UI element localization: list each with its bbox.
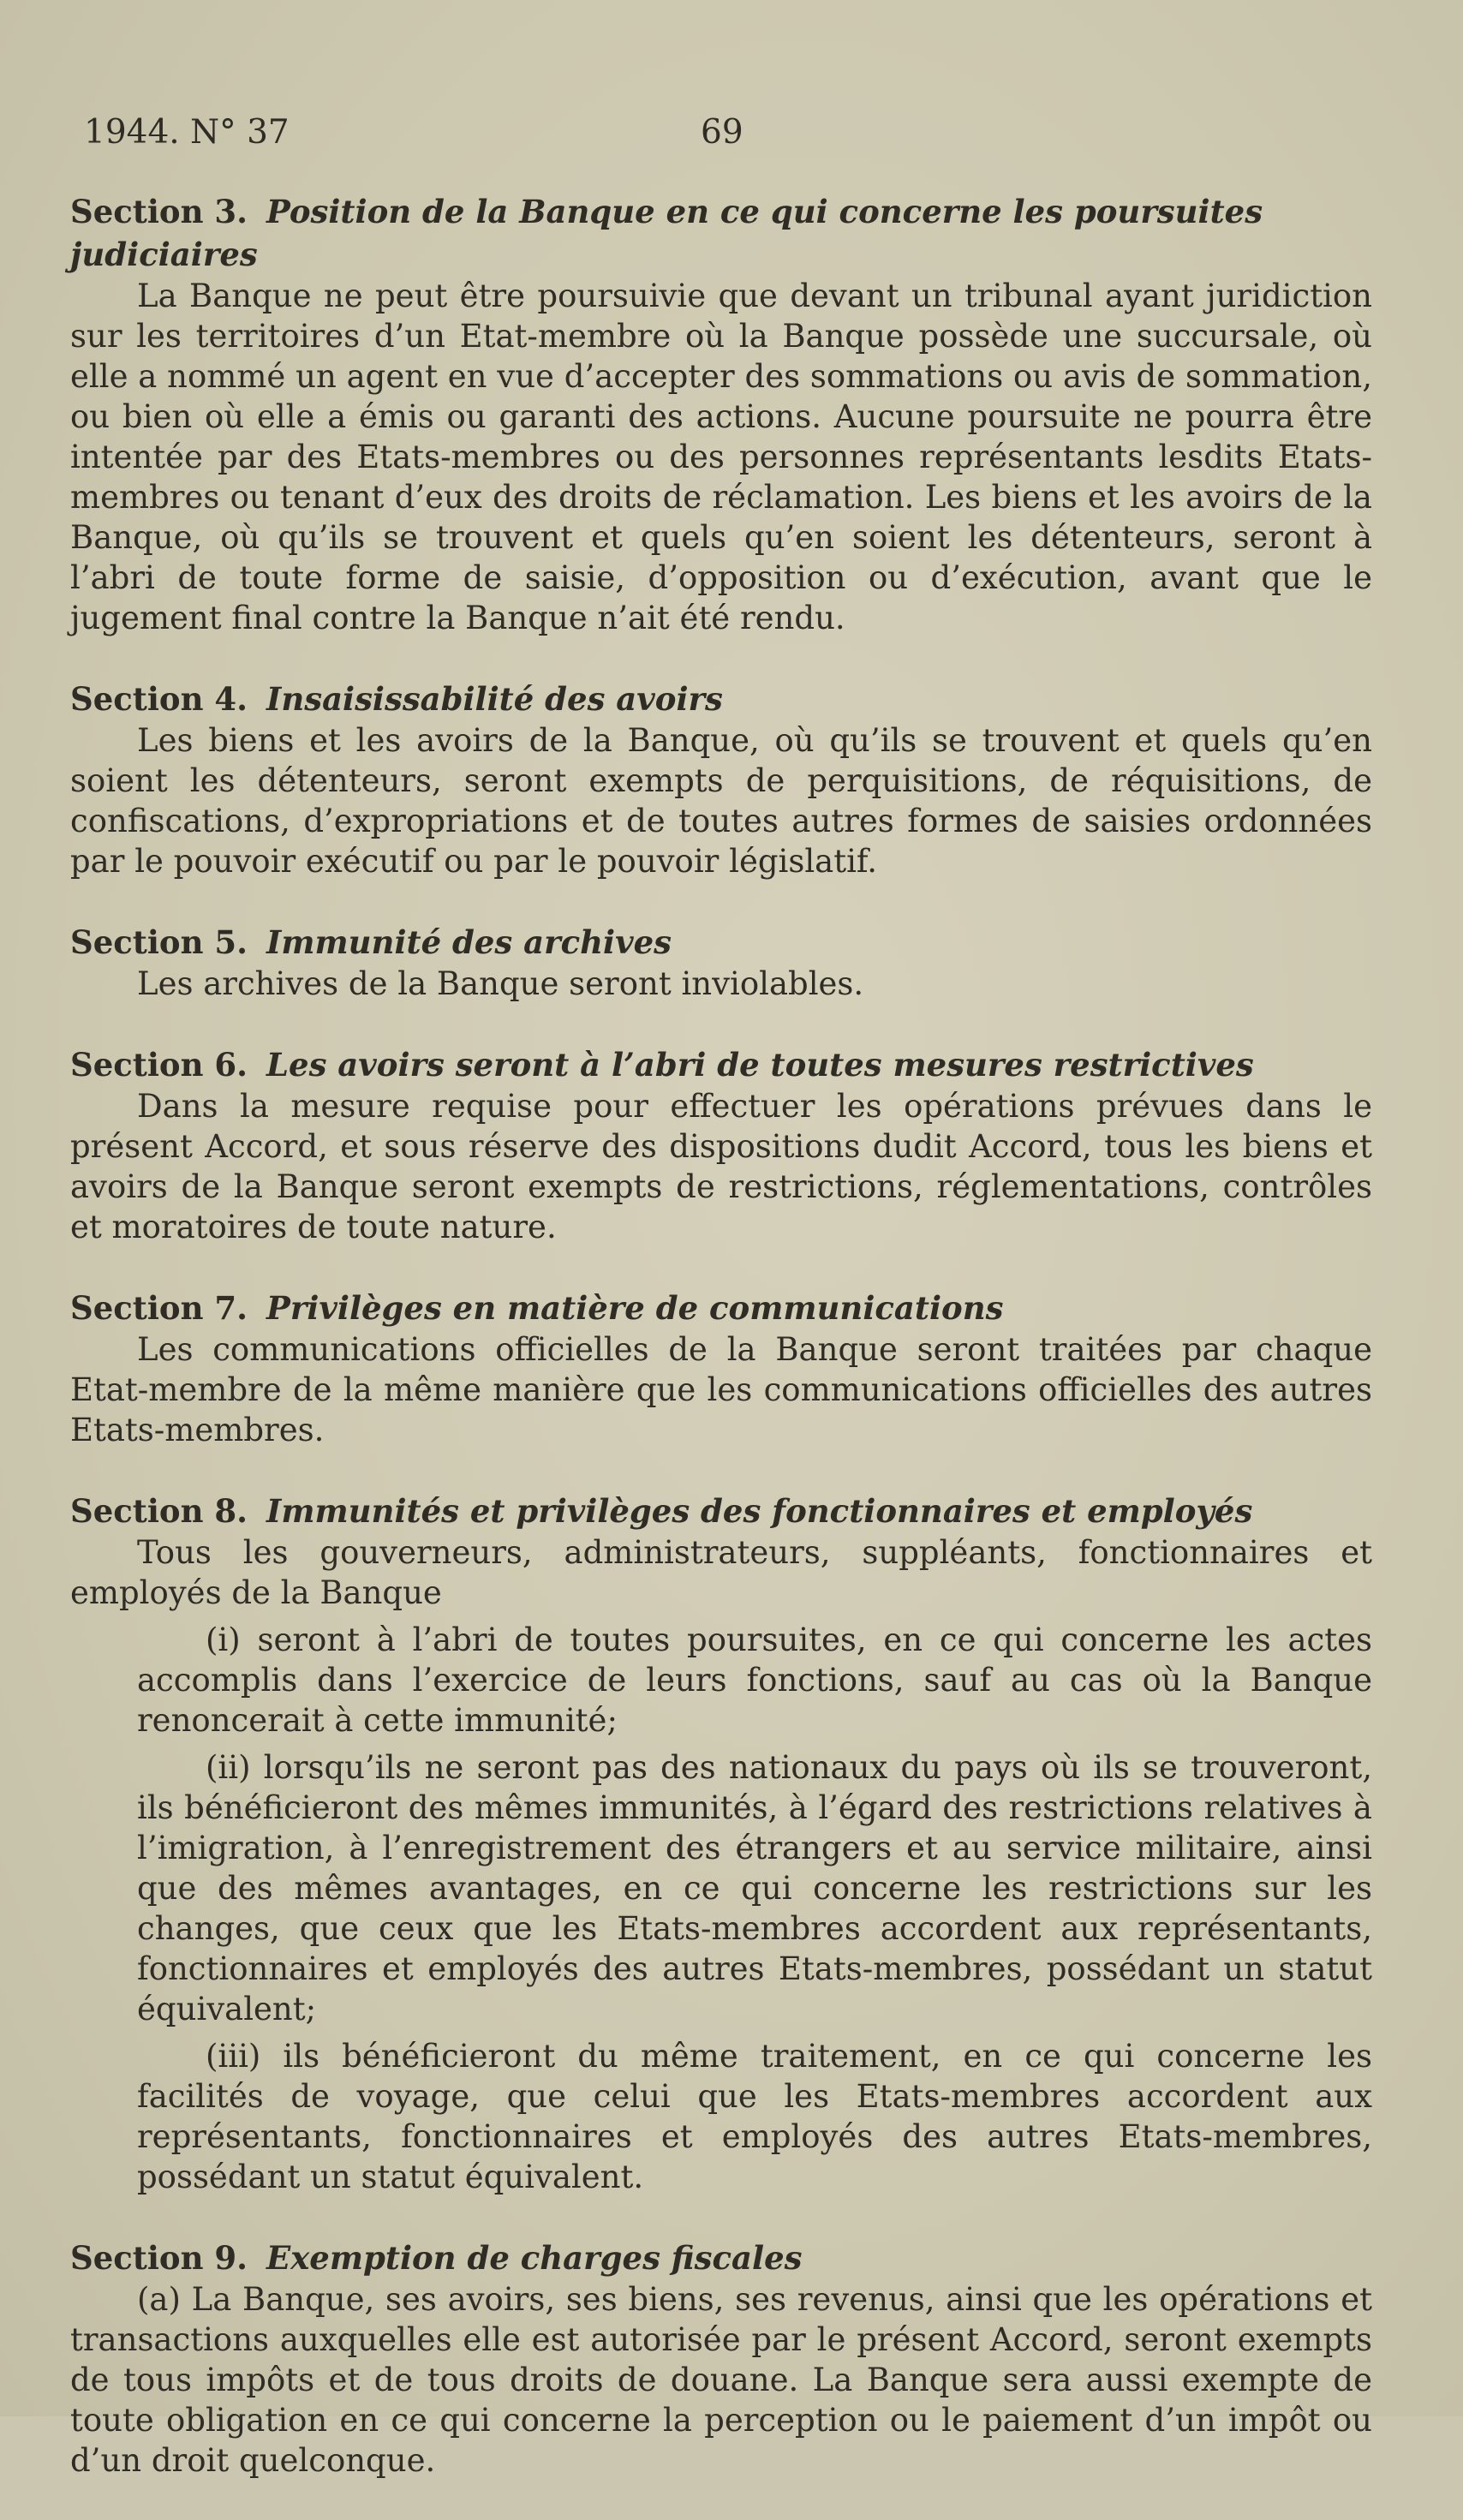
- paragraph: Les archives de la Banque seront inviolables.: [137, 965, 864, 1002]
- section-number: Section 8.: [70, 1492, 248, 1530]
- section-title: Les avoirs seront à l’abri de toutes mesures restrictives: [266, 1046, 1254, 1084]
- list-item: (iii) ils bénéficieront du même traitement, en ce qui concerne les facilités de voyage, que celui que les Etats-membres accordent aux représentants, fonctionnaires et employés des autres Etats-membres, possédant un statut équivalent.: [137, 2038, 1372, 2195]
- list-item: (i) seront à l’abri de toutes poursuites, en ce qui concerne les actes accomplis dans l’exercice de leurs fonctions, sauf au cas où la Banque renoncerait à cette immunité;: [137, 1621, 1372, 1739]
- section-title: Privilèges en matière de communications: [266, 1289, 1004, 1327]
- section-number: Section 3.: [70, 193, 248, 230]
- section-title: Exemption de charges fiscales: [266, 2239, 803, 2277]
- section-heading: [70, 2236, 1372, 2279]
- section-title: Insaisissabilité des avoirs: [266, 680, 723, 718]
- paragraph: Dans la mesure requise pour effectuer les opérations prévues dans le présent Accord, et sous réserve des dispositions dudit Accord, tous les biens et avoirs de la Banque seront exempts de restrictions, réglementations, contrôles et moratoires de toute nature.: [70, 1088, 1372, 1245]
- paragraph: La Banque ne peut être poursuivie que devant un tribunal ayant juridiction sur les territoires d’un Etat-membre où la Banque possède une succursale, où elle a nommé un agent en vue d’accepter des sommations ou avis de sommation, ou bien où elle a émis ou garanti des actions. Aucune poursuite ne pourra être intentée par des Etats-membres ou des personnes représentants lesdits Etats-membres ou tenant d’eux des droits de réclamation. Les biens et les avoirs de la Banque, où qu’ils se trouvent et quels qu’en soient les détenteurs, seront à l’abri de toute forme de saisie, d’opposition ou d’exécution, avant que le jugement final contre la Banque n’ait été rendu.: [70, 278, 1372, 636]
- section-7: [70, 1287, 1372, 1450]
- section-title: Immunités et privilèges des fonctionnaires et employés: [266, 1492, 1253, 1530]
- section-heading: [70, 1287, 1372, 1329]
- section-5: [70, 921, 1372, 1004]
- section-heading: [70, 1043, 1372, 1086]
- header-reference: 1944. N° 37: [84, 113, 290, 152]
- section-title: Position de la Banque en ce qui concerne les poursuites judiciaires: [70, 193, 1263, 273]
- paragraph: Les biens et les avoirs de la Banque, où qu’ils se trouvent et quels qu’en soient les détenteurs, seront exempts de perquisitions, de réquisitions, de confiscations, d’expropriations et de toutes autres formes de saisies ordonnées par le pouvoir exécutif ou par le pouvoir législatif.: [70, 722, 1372, 880]
- section-8: [70, 1490, 1372, 2197]
- section-number: Section 5.: [70, 923, 248, 961]
- section-9: [70, 2236, 1372, 2481]
- page-header: [84, 113, 1369, 164]
- section-number: Section 9.: [70, 2239, 248, 2277]
- section-number: Section 4.: [70, 680, 248, 718]
- section-4: [70, 678, 1372, 881]
- paragraph: Tous les gouverneurs, administrateurs, suppléants, fonctionnaires et employés de la Banque: [70, 1534, 1372, 1611]
- section-3: [70, 190, 1372, 638]
- section-heading: [70, 921, 1372, 964]
- document-body: [70, 190, 1372, 2520]
- page-number: 69: [701, 113, 743, 152]
- section-heading: [70, 190, 1372, 276]
- section-number: Section 6.: [70, 1046, 248, 1084]
- section-number: Section 7.: [70, 1289, 248, 1327]
- section-title: Immunité des archives: [266, 923, 672, 961]
- paragraph: Les communications officielles de la Banque seront traitées par chaque Etat-membre de la même manière que les communications officielles des autres Etats-membres.: [70, 1331, 1372, 1448]
- section-heading: [70, 678, 1372, 720]
- list-item: (ii) lorsqu’ils ne seront pas des nationaux du pays où ils se trouveront, ils bénéficieront des mêmes immunités, à l’égard des restrictions relatives à l’imigration, à l’enregistrement des étrangers et au service militaire, ainsi que des mêmes avantages, en ce qui concerne les restrictions sur les changes, que ceux que les Etats-membres accordent aux représentants, fonctionnaires et employés des autres Etats-membres, possédant un statut équivalent;: [137, 1749, 1372, 2027]
- section-6: [70, 1043, 1372, 1247]
- section-heading: [70, 1490, 1372, 1532]
- paragraph: (a) La Banque, ses avoirs, ses biens, ses revenus, ainsi que les opérations et transactions auxquelles elle est autorisée par le présent Accord, seront exempts de tous impôts et de tous droits de douane. La Banque sera aussi exempte de toute obligation en ce qui concerne la perception ou le paiement d’un impôt ou d’un droit quelconque.: [70, 2281, 1372, 2479]
